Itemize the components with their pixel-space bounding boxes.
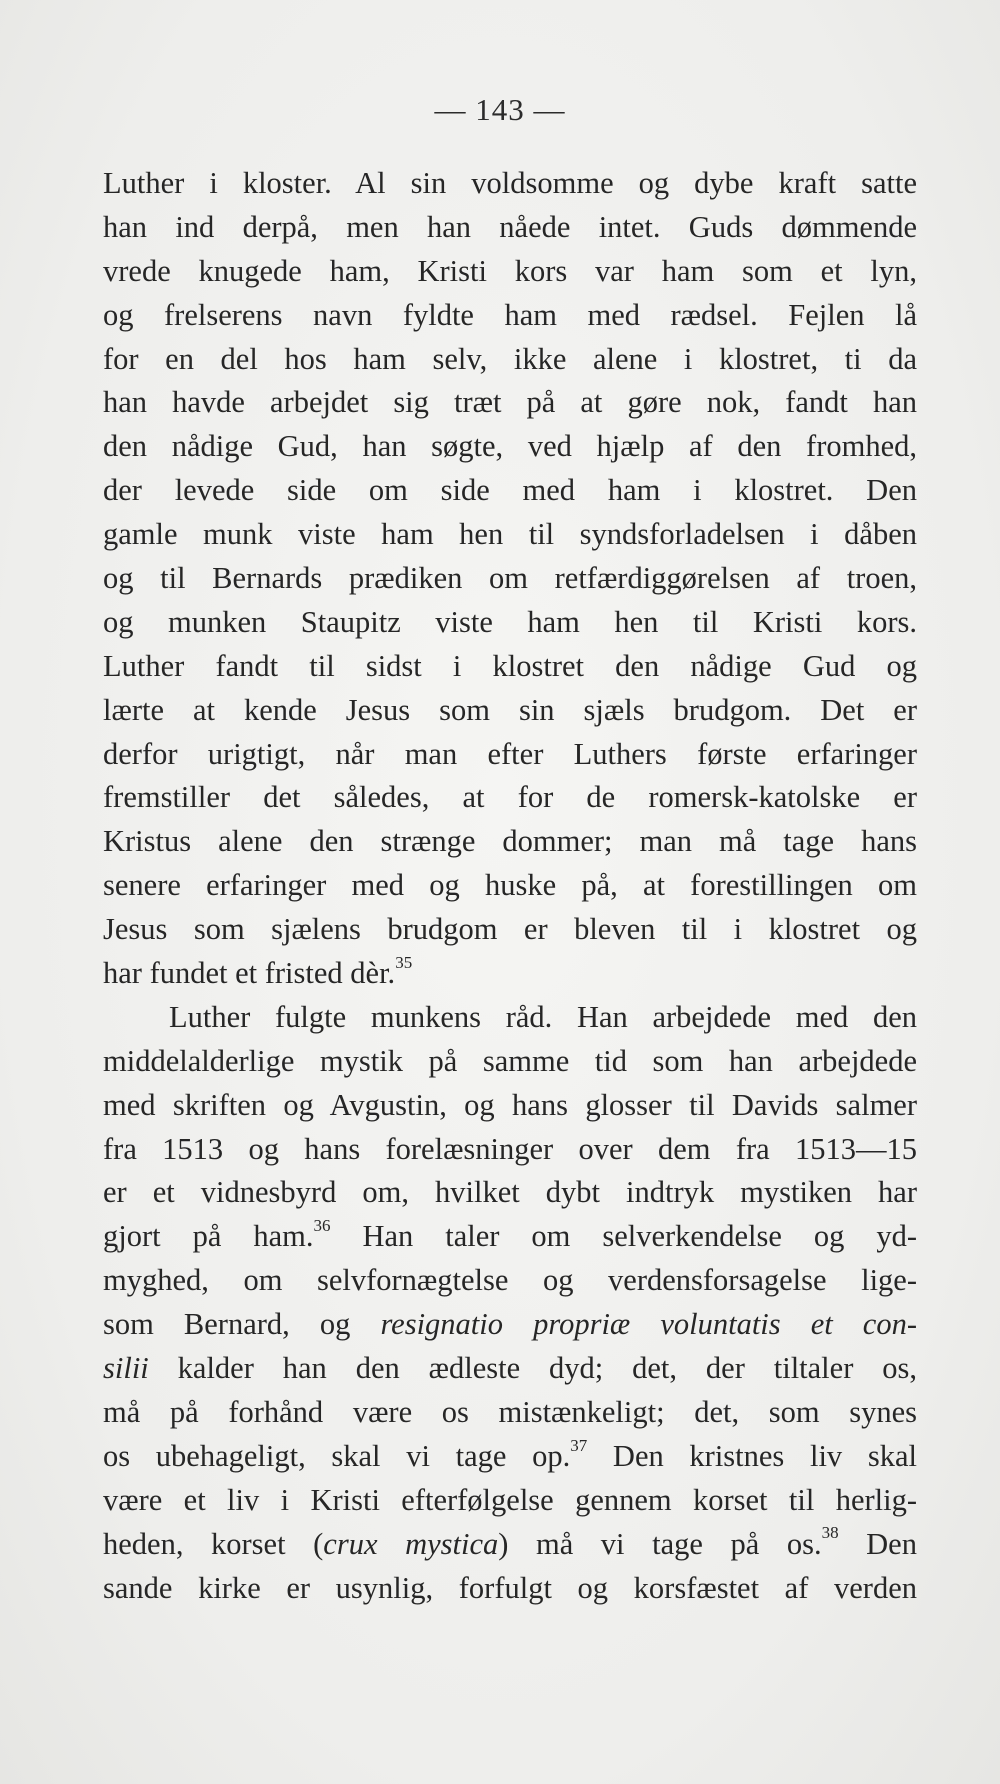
footnote-ref: 36 (313, 1216, 331, 1236)
body-text (103, 162, 917, 1610)
footnote-ref: 35 (395, 952, 413, 972)
footnote-ref: 37 (570, 1435, 588, 1455)
text-line: der levede side om side med ham i klostret. Den (103, 473, 917, 508)
text-line: fremstiller det således, at for de romersk-katolske er (103, 780, 917, 815)
text-line (103, 1435, 917, 1479)
line-text: har fundet et fristed dèr. (103, 956, 396, 991)
text-line: og frelserens navn fyldte ham med rædsel. Fejlen lå (103, 297, 917, 332)
line-text: ) må vi tage på os. (498, 1526, 822, 1561)
page-number: — 143 — (434, 92, 566, 127)
text-line: derfor urigtigt, når man efter Luthers første erfaringer (103, 736, 917, 771)
latin-quote: crux mystica (323, 1526, 499, 1561)
text-line (103, 1347, 917, 1391)
latin-quote: silii (103, 1351, 149, 1386)
text-line: Luther fandt til sidst i klostret den nådige Gud og (103, 648, 917, 683)
footnote-ref: 38 (821, 1523, 839, 1543)
text-line: være et liv i Kristi efterfølgelse gennem korset til herlig- (103, 1482, 917, 1517)
text-line: og munken Staupitz viste ham hen til Kristi kors. (103, 604, 917, 639)
text-line: myghed, om selvfornægtelse og verdensforsagelse lige- (103, 1263, 917, 1298)
text-line (103, 952, 917, 996)
text-line: den nådige Gud, han søgte, ved hjælp af den fromhed, (103, 429, 917, 464)
line-text: kalder han den ædleste dyd; det, der tiltaler os, (148, 1351, 917, 1386)
text-line (103, 1523, 917, 1567)
text-line: for en del hos ham selv, ikke alene i klostret, ti da (103, 341, 917, 376)
line-text: Han taler om selverkendelse og yd- (330, 1219, 917, 1254)
line-text: Den kristnes liv skal (587, 1438, 917, 1473)
text-line (103, 1303, 917, 1347)
text-line: er et vidnesbyrd om, hvilket dybt indtryk mystiken har (103, 1175, 917, 1210)
text-line: gamle munk viste ham hen til syndsforladelsen i dåben (103, 517, 917, 552)
text-line: fra 1513 og hans forelæsninger over dem fra 1513—15 (103, 1131, 917, 1166)
text-line: Jesus som sjælens brudgom er bleven til i klostret og (103, 912, 917, 947)
line-text: os ubehageligt, skal vi tage op. (103, 1438, 571, 1473)
text-line: vrede knugede ham, Kristi kors var ham som et lyn, (103, 253, 917, 288)
text-line: middelalderlige mystik på samme tid som han arbejdede (103, 1043, 917, 1078)
line-text: gjort på ham. (103, 1219, 314, 1254)
text-line: senere erfaringer med og huske på, at forestillingen om (103, 868, 917, 903)
text-line: han havde arbejdet sig træt på at gøre nok, fandt han (103, 385, 917, 420)
text-line: må på forhånd være os mistænkeligt; det, som synes (103, 1394, 917, 1429)
text-line: sande kirke er usynlig, forfulgt og korsfæstet af verden (103, 1570, 917, 1605)
text-line: Kristus alene den strænge dommer; man må tage hans (103, 824, 917, 859)
line-text: heden, korset ( (103, 1526, 324, 1561)
text-line: Luther fulgte munkens råd. Han arbejdede med den (169, 999, 917, 1034)
line-text: Den (838, 1526, 917, 1561)
text-line: Luther i kloster. Al sin voldsomme og dybe kraft satte (103, 166, 917, 200)
text-line: og til Bernards prædiken om retfærdiggørelsen af troen, (103, 561, 917, 596)
text-line: lærte at kende Jesus som sin sjæls brudgom. Det er (103, 692, 917, 727)
text-line (103, 1215, 917, 1259)
text-line: med skriften og Avgustin, og hans glosser til Davids salmer (103, 1087, 917, 1122)
text-line: han ind derpå, men han nåede intet. Guds dømmende (103, 209, 917, 244)
line-text: som Bernard, og (103, 1307, 381, 1342)
latin-quote: resignatio propriæ voluntatis et con- (380, 1307, 917, 1342)
